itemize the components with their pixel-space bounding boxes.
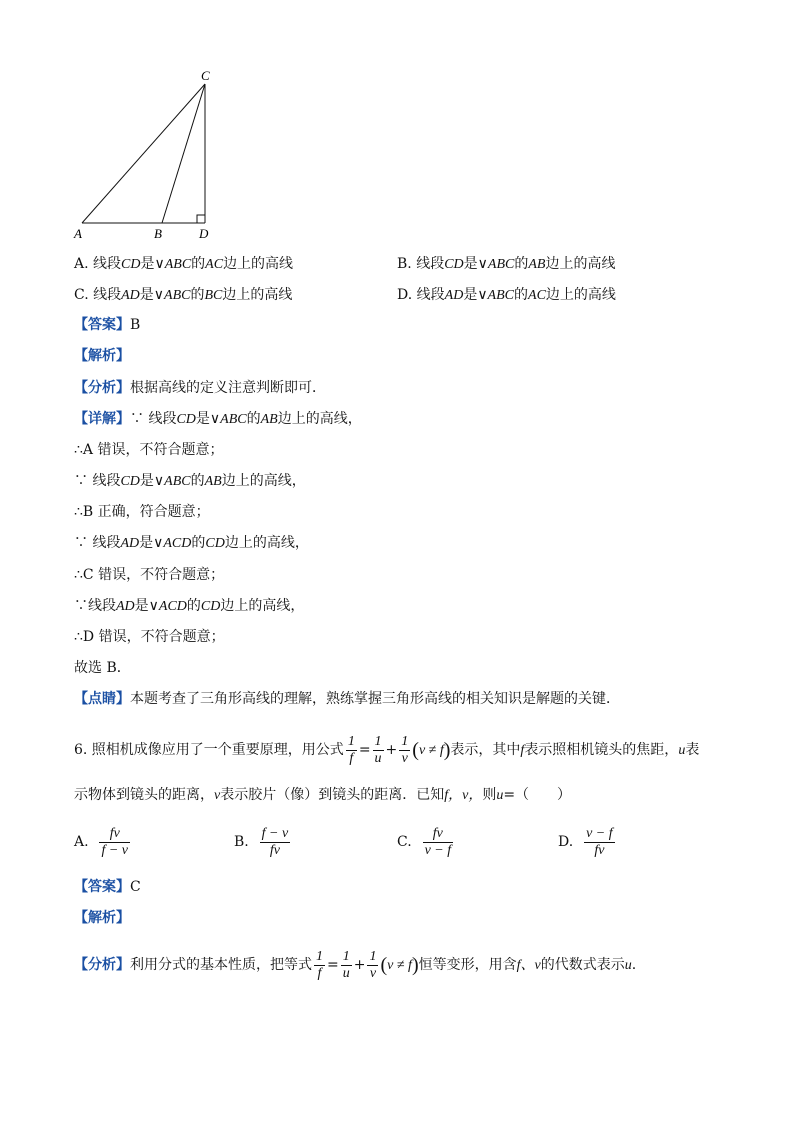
- q6-analysis-heading: 【解析】: [74, 910, 130, 926]
- q5-option-c: C. 线段AD是∨ABC的BC边上的高线: [74, 287, 293, 303]
- q6-option-a: A. $\frac{fv}{f - v}$: [74, 825, 129, 858]
- q5-step-6: ∴C 错误，不符合题意；: [74, 567, 225, 583]
- q5-step-8: ∴D 错误，不符合题意；: [74, 629, 225, 645]
- q5-step-1: 【详解】∵ 线段CD是∨ABC的AB边上的高线，: [74, 411, 362, 427]
- q6-stem-line-1: 6. 照相机成像应用了一个重要原理，用公式 $\frac{1}{f}$ = $\frac{1}{u}$ + $\frac{1}{v}$ (v ≠ f)表示，其中f表示照相机镜头的焦距，u表: [74, 733, 700, 766]
- q5-dianjing: 【点睛】本题考查了三角形高线的理解，熟练掌握三角形高线的相关知识是解题的关键．: [74, 691, 620, 707]
- q6-option-c: C. $\frac{fv}{v - f}$: [397, 825, 452, 858]
- right-angle-mark: [197, 215, 205, 223]
- q6-option-b: B. $\frac{f - v}{fv}$: [234, 825, 289, 858]
- label-C: C: [201, 68, 210, 83]
- q6-answer: 【答案】C: [74, 879, 141, 895]
- q5-step-5: ∵ 线段AD是∨ACD的CD边上的高线，: [74, 535, 309, 551]
- label-B: B: [154, 226, 162, 241]
- segment-AC: [82, 84, 205, 223]
- q5-step-7: ∵线段AD是∨ACD的CD边上的高线，: [74, 598, 305, 614]
- segment-BC: [162, 84, 205, 223]
- q5-analysis-heading: 【解析】: [74, 348, 130, 364]
- q5-step-4: ∴B 正确，符合题意；: [74, 504, 210, 520]
- q5-step-9: 故选 B．: [74, 660, 131, 676]
- label-A: A: [74, 226, 82, 241]
- q5-fenxi: 【分析】根据高线的定义注意判断即可．: [74, 380, 326, 396]
- q6-option-d: D. $\frac{v - f}{fv}$: [558, 825, 613, 858]
- q5-option-a: A. 线段CD是∨ABC的AC边上的高线: [74, 256, 294, 272]
- q5-step-3: ∵ 线段CD是∨ABC的AB边上的高线，: [74, 473, 306, 489]
- q5-step-2: ∴A 错误，不符合题意；: [74, 442, 224, 458]
- q5-option-b: B. 线段CD是∨ABC的AB边上的高线: [397, 256, 616, 272]
- q6-stem-line-2: 示物体到镜头的距离，v表示胶片（像）到镜头的距离．已知f，v，则u=（ ）: [74, 787, 572, 803]
- q6-fenxi: 【分析】利用分式的基本性质，把等式 $\frac{1}{f}$ = $\frac{1}{u}$ + $\frac{1}{v}$ (v ≠ f)恒等变形，用含f、v的代数式表示u.: [74, 948, 637, 981]
- q5-answer: 【答案】B: [74, 317, 141, 333]
- triangle-figure: [70, 66, 220, 242]
- formula-lhs: $\frac{1}{f}$: [347, 733, 355, 766]
- q5-option-d: D. 线段AD是∨ABC的AC边上的高线: [397, 287, 616, 303]
- label-D: D: [199, 226, 209, 241]
